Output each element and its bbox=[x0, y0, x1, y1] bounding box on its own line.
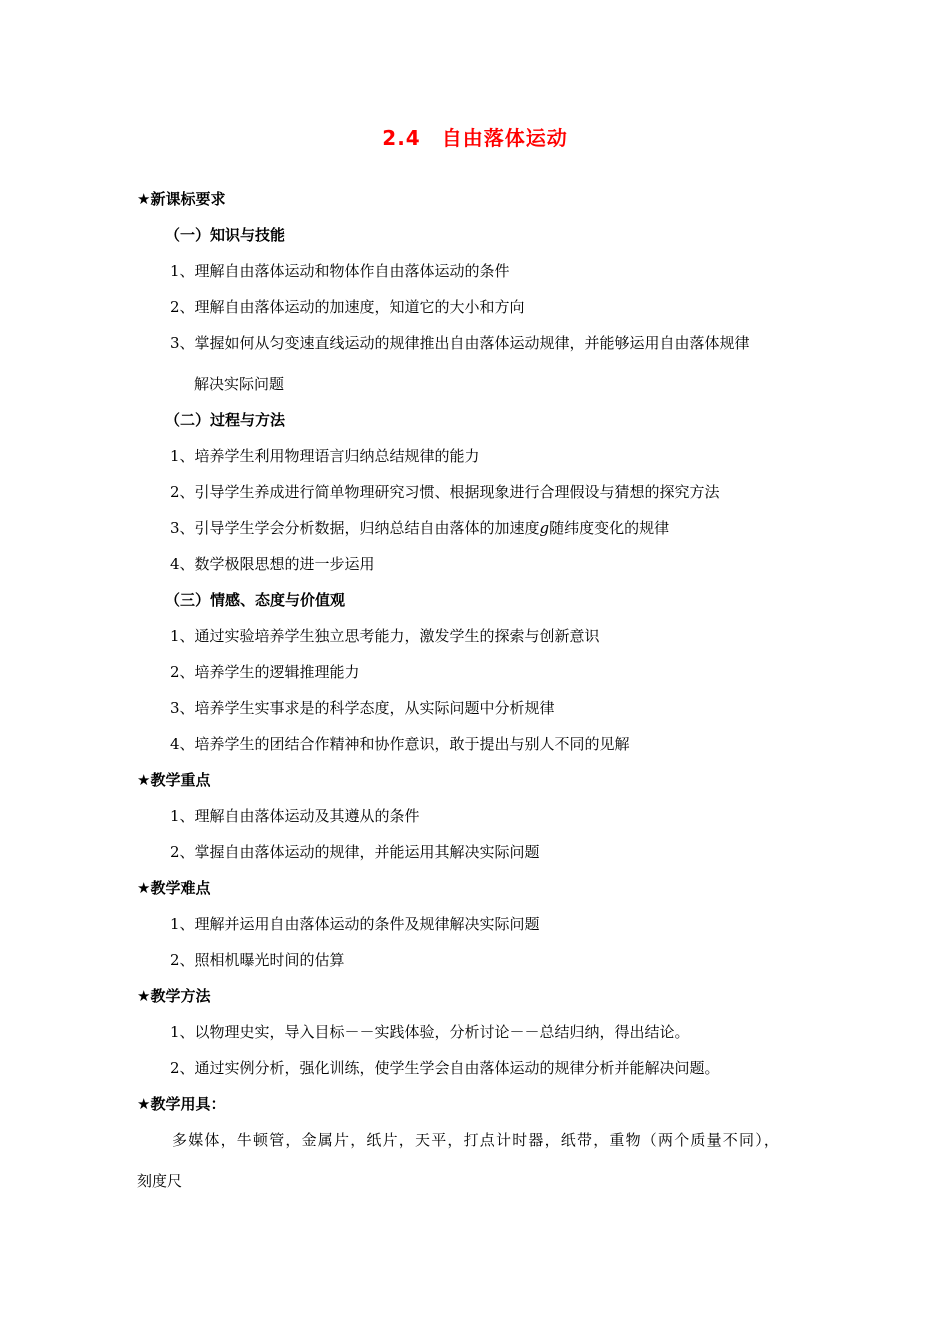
list-item: 4、培养学生的团结合作精神和协作意识，敢于提出与别人不同的见解 bbox=[170, 735, 630, 753]
list-item: 3、掌握如何从匀变速直线运动的规律推出自由落体运动规律，并能够运用自由落体规律 bbox=[170, 334, 750, 352]
section-heading-methods: ★教学方法 bbox=[137, 987, 211, 1005]
section-heading-tools: ★教学用具： bbox=[137, 1095, 226, 1113]
list-item: 1、培养学生利用物理语言归纳总结规律的能力 bbox=[170, 447, 480, 465]
section-heading-key-points: ★教学重点 bbox=[137, 771, 211, 789]
variable-g: g bbox=[539, 519, 550, 537]
list-item-text: 随纬度变化的规律 bbox=[549, 519, 670, 537]
list-item: 2、培养学生的逻辑推理能力 bbox=[170, 663, 360, 681]
list-item: 4、数学极限思想的进一步运用 bbox=[170, 555, 375, 573]
section-heading-requirements: ★新课标要求 bbox=[137, 190, 226, 208]
list-item: 2、理解自由落体运动的加速度，知道它的大小和方向 bbox=[170, 298, 525, 316]
list-item: 1、理解自由落体运动及其遵从的条件 bbox=[170, 807, 420, 825]
tools-paragraph: 多媒体，牛顿管，金属片，纸片，天平，打点计时器，纸带，重物（两个质量不同）， bbox=[172, 1131, 781, 1149]
list-item: 2、引导学生养成进行简单物理研究习惯、根据现象进行合理假设与猜想的探究方法 bbox=[170, 483, 720, 501]
list-item: 2、通过实例分析，强化训练，使学生学会自由落体运动的规律分析并能解决问题。 bbox=[170, 1059, 720, 1077]
list-item: 1、以物理史实，导入目标－－实践体验，分析讨论－－总结归纳，得出结论。 bbox=[170, 1023, 690, 1041]
section-heading-difficulties: ★教学难点 bbox=[137, 879, 211, 897]
list-item: 1、理解并运用自由落体运动的条件及规律解决实际问题 bbox=[170, 915, 540, 933]
list-item: 2、掌握自由落体运动的规律，并能运用其解决实际问题 bbox=[170, 843, 540, 861]
list-item: 1、通过实验培养学生独立思考能力，激发学生的探索与创新意识 bbox=[170, 627, 600, 645]
subheading-knowledge: （一）知识与技能 bbox=[165, 226, 286, 244]
list-item: 2、照相机曝光时间的估算 bbox=[170, 951, 345, 969]
list-item-text: 3、引导学生学会分析数据，归纳总结自由落体的加速度 bbox=[170, 519, 540, 537]
page-title: 2.4 自由落体运动 bbox=[382, 126, 568, 150]
tools-paragraph-continuation: 刻度尺 bbox=[137, 1172, 183, 1190]
list-item bbox=[170, 518, 669, 538]
subheading-emotion: （三）情感、态度与价值观 bbox=[165, 591, 346, 609]
subheading-process: （二）过程与方法 bbox=[165, 411, 286, 429]
list-item: 3、培养学生实事求是的科学态度，从实际问题中分析规律 bbox=[170, 699, 555, 717]
list-item: 1、理解自由落体运动和物体作自由落体运动的条件 bbox=[170, 262, 510, 280]
list-item-continuation: 解决实际问题 bbox=[194, 375, 285, 393]
